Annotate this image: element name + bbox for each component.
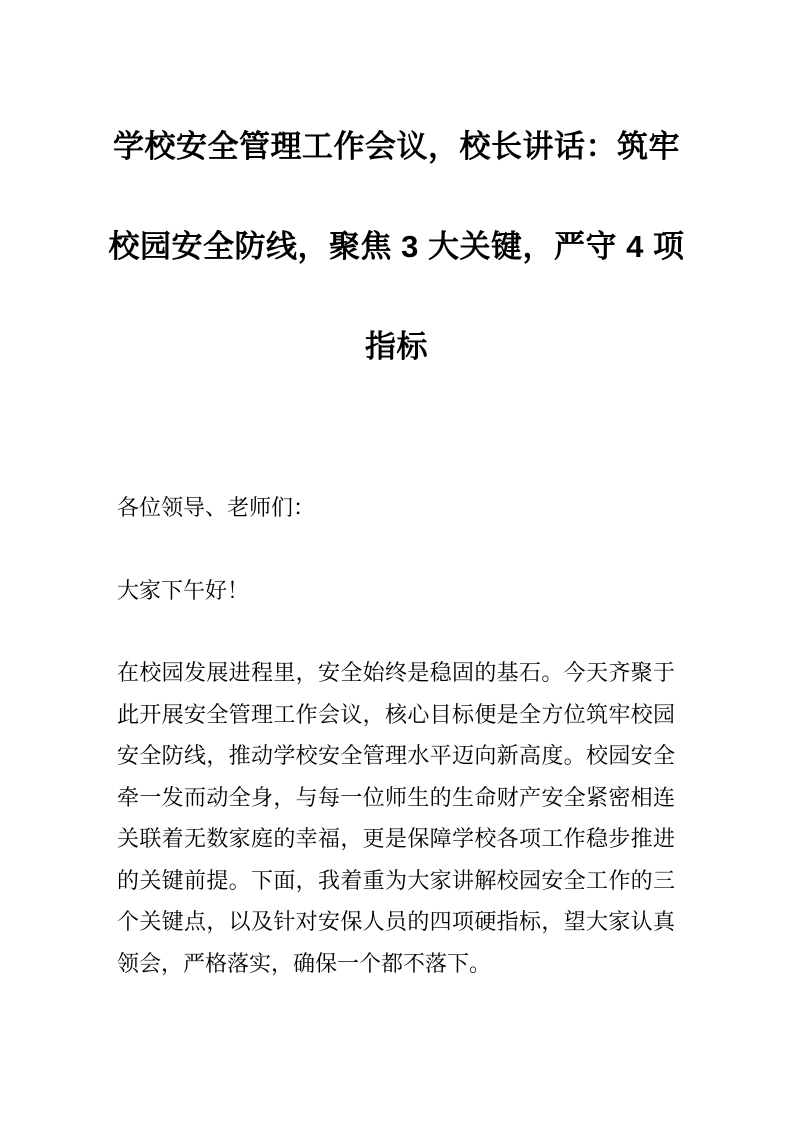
title-line-1: 学校安全管理工作会议，校长讲话：筑牢	[113, 129, 680, 164]
title-line-2: 校园安全防线，聚焦 3 大关键，严守 4 项	[108, 229, 685, 264]
salutation-paragraph: 各位领导、老师们：	[117, 495, 316, 520]
document-body	[117, 487, 675, 984]
title-line-3: 指标	[365, 329, 428, 364]
body-paragraph: 在校园发展进程里，安全始终是稳固的基石。今天齐聚于此开展安全管理工作会议，核心目标便是全方位筑牢校园安全防线，推动学校安全管理水平迈向新高度。校园安全牵一发而动全身，与每一位师生的生命财产安全紧密相连关联着无数家庭的幸福，更是保障学校各项工作稳步推进的关键前提。下面，我着重为大家讲解校园安全工作的三个关键点，以及针对安保人员的四项硬指标，望大家认真领会，严格落实，确保一个都不落下。	[117, 660, 675, 976]
document-title	[59, 97, 734, 397]
greeting-paragraph: 大家下午好！	[117, 577, 250, 603]
